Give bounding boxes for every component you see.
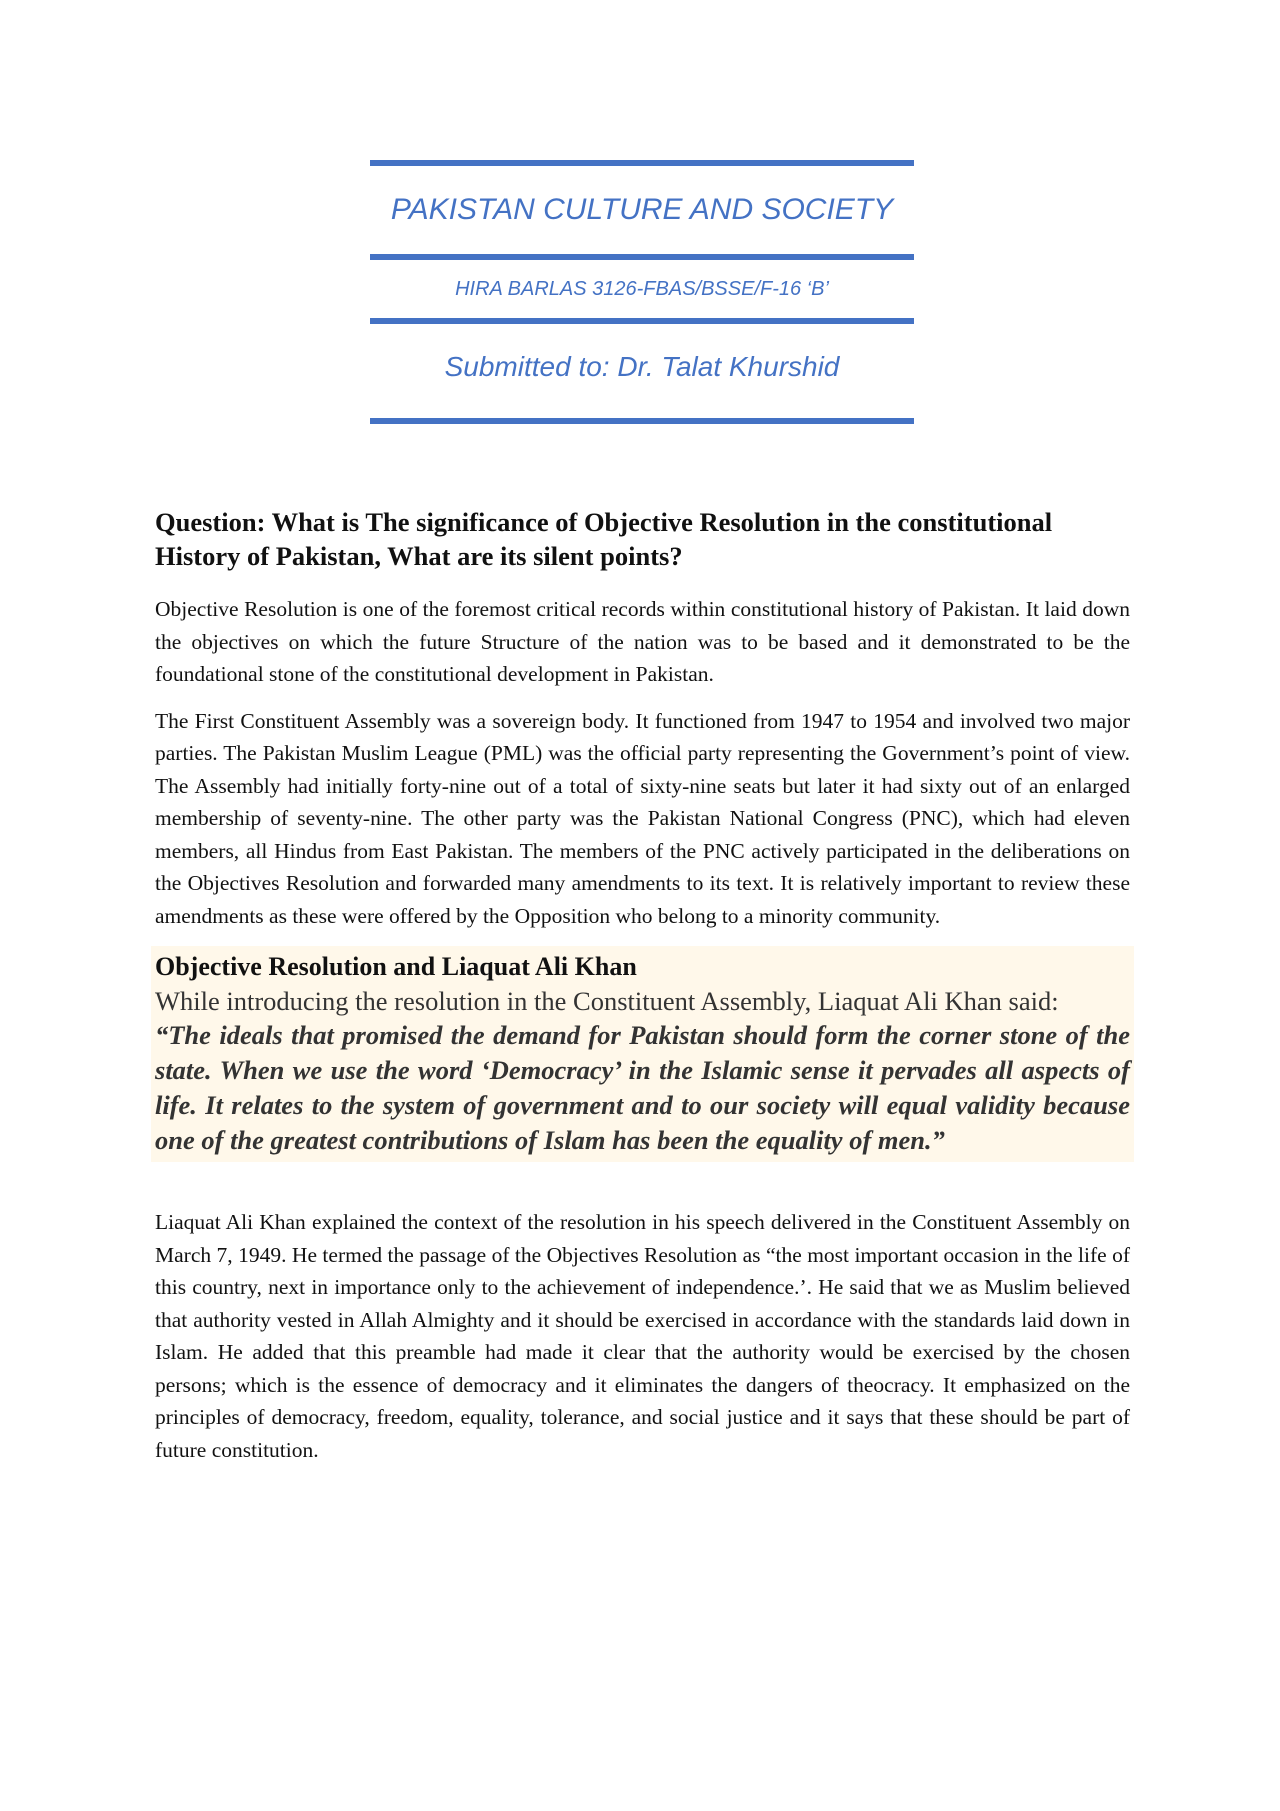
document-body: [155, 505, 1130, 1480]
highlighted-section: [151, 946, 1134, 1162]
spacer: [155, 1162, 1130, 1206]
body-paragraph: Objective Resolution is one of the foremost critical records within constitutional history of Pakistan. It laid down the objectives on which the future Structure of the nation was to be based and it demonstrated to be the foundational stone of the constitutional development in Pakistan.: [155, 597, 1130, 686]
section-heading: Objective Resolution and Liaquat Ali Khan: [155, 952, 637, 981]
body-paragraph: The First Constituent Assembly was a sovereign body. It functioned from 1947 to 1954 and involved two major parties. The Pakistan Muslim League (PML) was the official party representing the Government’s point of view. The Assembly had initially forty-nine out of a total of sixty-nine seats but later it had sixty out of an enlarged membership of seventy-nine. The other party was the Pakistan National Congress (PNC), which had eleven members, all Hindus from East Pakistan. The members of the PNC actively participated in the deliberations on the Objectives Resolution and forwarded many amendments to its text. It is relatively important to review these amendments as these were offered by the Opposition who belong to a minority community.: [155, 708, 1130, 928]
document-title: PAKISTAN CULTURE AND SOCIETY: [390, 193, 894, 226]
section-intro: While introducing the resolution in the Constituent Assembly, Liaquat Ali Khan said:: [155, 986, 1059, 1016]
title-block: [370, 160, 914, 424]
title-rule-bottom: [370, 418, 914, 424]
question-heading: Question: What is The significance of Objective Resolution in the constitutional History of Pakistan, What are its silent points?: [155, 507, 1053, 571]
body-paragraph: Liaquat Ali Khan explained the context of the resolution in his speech delivered in the Constituent Assembly on March 7, 1949. He termed the passage of the Objectives Resolution as “the most important occasion in the life of this country, next in importance only to the achievement of independence.’. He said that we as Muslim believed that authority vested in Allah Almighty and it should be exercised in accordance with the standards laid down in Islam. He added that this preamble had made it clear that the authority would be exercised by the chosen persons; which is the essence of democracy and it eliminates the dangers of theocracy. It emphasized on the principles of democracy, freedom, equality, tolerance, and social justice and it says that these should be part of future constitution.: [155, 1210, 1130, 1462]
block-quote: “The ideals that promised the demand for Pakistan should form the corner stone of the state. When we use the word ‘Democracy’ in the Islamic sense it pervades all aspects of life. It relates to the system of government and to our society will equal validity because one of the greatest contributions of Islam has been the equality of men.”: [155, 1020, 1130, 1155]
submitted-to-line: Submitted to: Dr. Talat Khurshid: [444, 351, 840, 382]
author-line: HIRA BARLAS 3126-FBAS/BSSE/F-16 ‘B’: [455, 278, 829, 300]
